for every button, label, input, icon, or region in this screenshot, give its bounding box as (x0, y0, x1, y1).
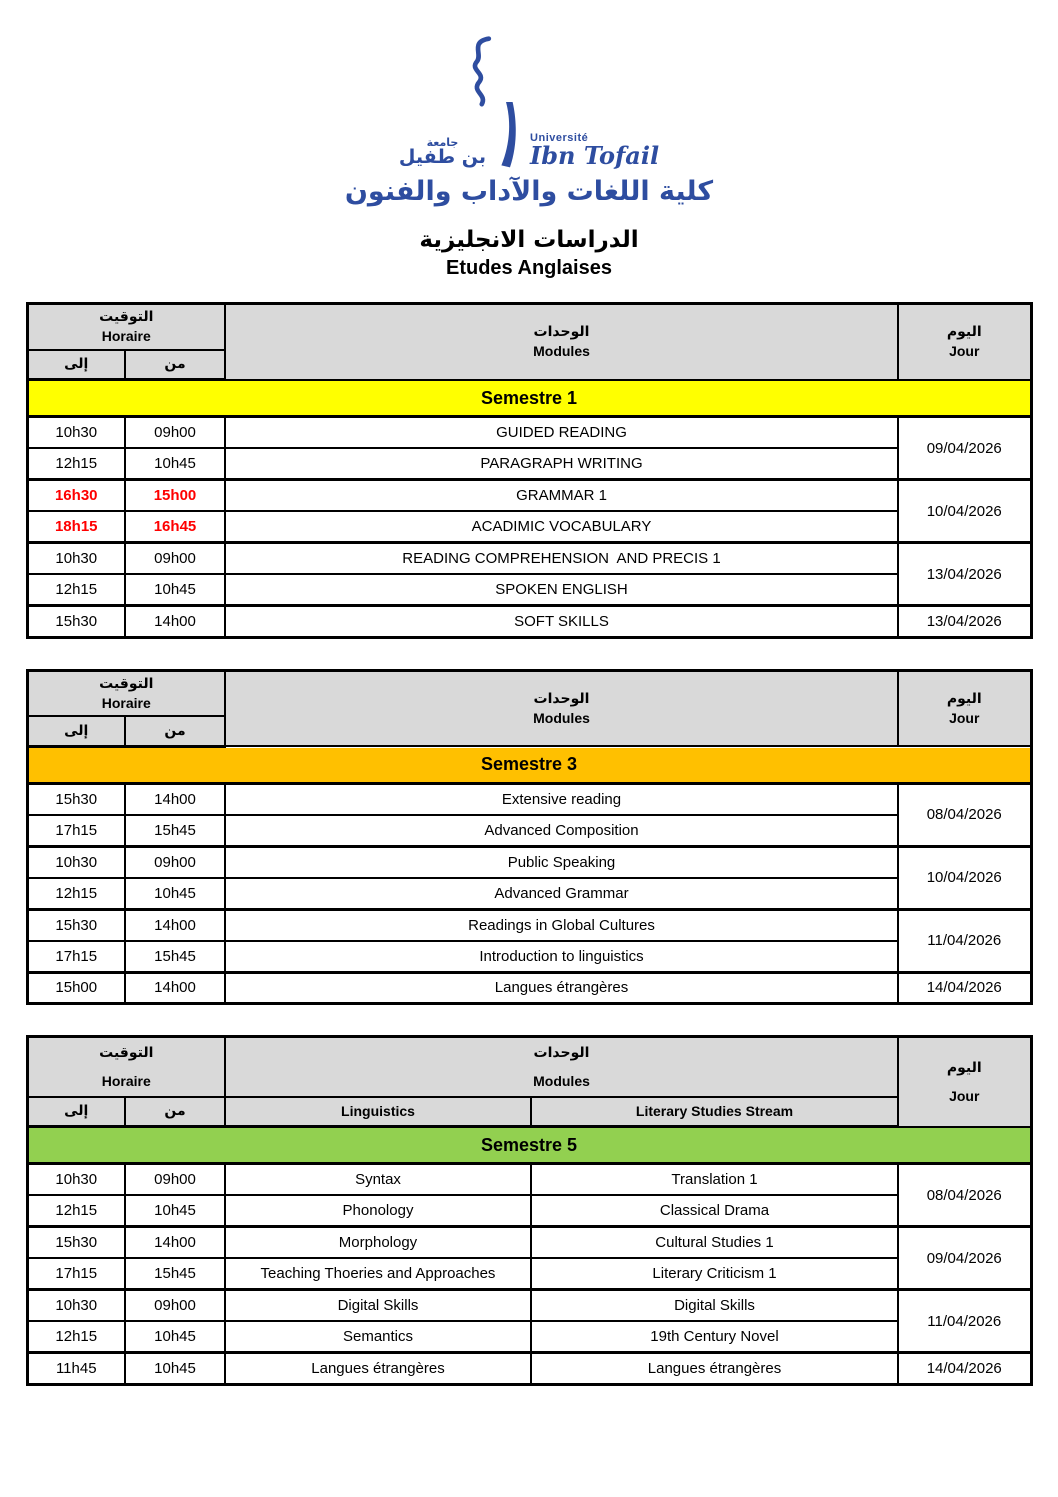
end-time-cell: 17h15 (27, 941, 125, 973)
end-time-cell: 10h30 (27, 1164, 125, 1196)
end-time-cell: 15h30 (27, 1227, 125, 1259)
semester-band-semestre-5 (27, 1127, 1031, 1164)
header-to: إلى (27, 1097, 125, 1127)
header-from: من (125, 350, 225, 380)
end-time-cell: 15h30 (27, 606, 125, 638)
schedule-row (27, 511, 1031, 543)
module-literary-cell: Translation 1 (531, 1164, 898, 1196)
module-linguistics-cell: Digital Skills (225, 1290, 531, 1322)
module-literary-cell: Literary Criticism 1 (531, 1258, 898, 1290)
module-cell: Readings in Global Cultures (225, 909, 898, 941)
header-line-arabic: الوحدات (533, 690, 590, 707)
schedule-row (27, 909, 1031, 941)
header-from: من (125, 1097, 225, 1127)
exam-date-cell: 11/04/2026 (898, 1290, 1031, 1353)
header-row-main (27, 1037, 1031, 1097)
schedule-row (27, 972, 1031, 1004)
start-time-cell: 10h45 (125, 1321, 225, 1353)
module-literary-cell: Cultural Studies 1 (531, 1227, 898, 1259)
schedule-row (27, 1321, 1031, 1353)
exam-date-cell: 08/04/2026 (898, 783, 1031, 846)
header-line-arabic: التوقيت (99, 1044, 154, 1061)
header-line-french: Modules (533, 1072, 590, 1089)
header-line-arabic: التوقيت (99, 675, 154, 692)
schedule-row (27, 543, 1031, 575)
module-literary-cell: Digital Skills (531, 1290, 898, 1322)
page-title-arabic: الدراسات الانجليزية (419, 227, 639, 253)
schedule-row (27, 448, 1031, 480)
header-from: من (125, 716, 225, 746)
end-time-cell: 11h45 (27, 1353, 125, 1385)
module-cell: Public Speaking (225, 846, 898, 878)
start-time-cell: 16h45 (125, 511, 225, 543)
header-time (27, 304, 225, 350)
header-to: إلى (27, 716, 125, 746)
semester-band-semestre-1 (27, 380, 1031, 417)
end-time-cell: 10h30 (27, 417, 125, 449)
table-semestre-3 (26, 669, 1033, 1006)
header-stream-linguistics: Linguistics (225, 1097, 531, 1127)
end-time-cell: 15h30 (27, 909, 125, 941)
header-line-arabic: اليوم (946, 324, 982, 341)
exam-date-cell: 13/04/2026 (898, 543, 1031, 606)
start-time-cell: 15h00 (125, 480, 225, 512)
module-literary-cell: Langues étrangères (531, 1353, 898, 1385)
module-cell: READING COMPREHENSION AND PRECIS 1 (225, 543, 898, 575)
module-linguistics-cell: Phonology (225, 1195, 531, 1227)
start-time-cell: 14h00 (125, 783, 225, 815)
exam-date-cell: 09/04/2026 (898, 417, 1031, 480)
semester-band-title: Semestre 3 (27, 746, 1031, 783)
end-time-cell: 10h30 (27, 846, 125, 878)
module-cell: PARAGRAPH WRITING (225, 448, 898, 480)
logo-calligraphy-swoosh-icon (451, 34, 511, 112)
start-time-cell: 10h45 (125, 878, 225, 910)
end-time-cell: 12h15 (27, 448, 125, 480)
header-day (898, 1037, 1031, 1127)
exam-date-cell: 14/04/2026 (898, 1353, 1031, 1385)
header-row-main (27, 670, 1031, 716)
module-cell: Extensive reading (225, 783, 898, 815)
header-day (898, 670, 1031, 746)
schedule-row (27, 815, 1031, 847)
header-line-french: Modules (533, 709, 590, 726)
schedule-row (27, 606, 1031, 638)
schedule-row (27, 846, 1031, 878)
module-cell: GUIDED READING (225, 417, 898, 449)
module-cell: Introduction to linguistics (225, 941, 898, 973)
start-time-cell: 15h45 (125, 941, 225, 973)
semester-band-semestre-3 (27, 746, 1031, 783)
module-literary-cell: Classical Drama (531, 1195, 898, 1227)
header-line-french: Modules (533, 343, 590, 360)
module-cell: Advanced Composition (225, 815, 898, 847)
module-linguistics-cell: Morphology (225, 1227, 531, 1259)
schedule-row (27, 417, 1031, 449)
start-time-cell: 09h00 (125, 1164, 225, 1196)
header-line-french: Horaire (101, 1072, 151, 1089)
end-time-cell: 16h30 (27, 480, 125, 512)
schedule-row (27, 1227, 1031, 1259)
schedule-row (27, 878, 1031, 910)
header-modules (225, 670, 898, 746)
module-cell: SOFT SKILLS (225, 606, 898, 638)
logo-alif-stroke-icon (496, 102, 520, 168)
end-time-cell: 10h30 (27, 543, 125, 575)
exam-date-cell: 11/04/2026 (898, 909, 1031, 972)
university-logo (289, 34, 769, 207)
end-time-cell: 15h00 (27, 972, 125, 1004)
start-time-cell: 14h00 (125, 909, 225, 941)
header-line-arabic: اليوم (946, 1059, 982, 1076)
start-time-cell: 09h00 (125, 1290, 225, 1322)
header-time (27, 1037, 225, 1097)
header-line-french: Horaire (101, 694, 151, 711)
module-cell: SPOKEN ENGLISH (225, 574, 898, 606)
header-line-arabic: الوحدات (533, 324, 590, 341)
exam-date-cell: 08/04/2026 (898, 1164, 1031, 1227)
logo-french-name (530, 133, 659, 168)
start-time-cell: 09h00 (125, 846, 225, 878)
end-time-cell: 17h15 (27, 1258, 125, 1290)
exam-date-cell: 09/04/2026 (898, 1227, 1031, 1290)
header-line-french: Jour (949, 343, 980, 360)
logo-arabic-name (399, 137, 486, 168)
exam-date-cell: 10/04/2026 (898, 846, 1031, 909)
module-cell: GRAMMAR 1 (225, 480, 898, 512)
module-linguistics-cell: Syntax (225, 1164, 531, 1196)
module-linguistics-cell: Langues étrangères (225, 1353, 531, 1385)
header-line-arabic: التوقيت (99, 309, 154, 326)
semester-band-title: Semestre 5 (27, 1127, 1031, 1164)
header-line-french: Horaire (101, 328, 151, 345)
header-row-main (27, 304, 1031, 350)
module-literary-cell: 19th Century Novel (531, 1321, 898, 1353)
start-time-cell: 14h00 (125, 1227, 225, 1259)
module-linguistics-cell: Semantics (225, 1321, 531, 1353)
schedule-row (27, 574, 1031, 606)
end-time-cell: 15h30 (27, 783, 125, 815)
schedule-row (27, 1290, 1031, 1322)
header-time (27, 670, 225, 716)
start-time-cell: 14h00 (125, 972, 225, 1004)
end-time-cell: 17h15 (27, 815, 125, 847)
start-time-cell: 10h45 (125, 574, 225, 606)
module-cell: Langues étrangères (225, 972, 898, 1004)
schedule-row (27, 1195, 1031, 1227)
start-time-cell: 15h45 (125, 1258, 225, 1290)
schedule-row (27, 1164, 1031, 1196)
header-modules (225, 1037, 898, 1097)
logo-wordmark (399, 102, 659, 168)
module-cell: Advanced Grammar (225, 878, 898, 910)
schedule-row (27, 1258, 1031, 1290)
schedule-tables (0, 302, 1058, 1386)
exam-date-cell: 10/04/2026 (898, 480, 1031, 543)
header-stream-literary: Literary Studies Stream (531, 1097, 898, 1127)
header-row-sub (27, 1097, 1031, 1127)
end-time-cell: 12h15 (27, 1195, 125, 1227)
schedule-row (27, 480, 1031, 512)
header-modules (225, 304, 898, 380)
start-time-cell: 10h45 (125, 1353, 225, 1385)
page-title-french: Etudes Anglaises (446, 257, 612, 279)
table-semestre-1 (26, 302, 1033, 639)
start-time-cell: 14h00 (125, 606, 225, 638)
end-time-cell: 10h30 (27, 1290, 125, 1322)
start-time-cell: 10h45 (125, 448, 225, 480)
end-time-cell: 12h15 (27, 878, 125, 910)
table-semestre-5 (26, 1035, 1033, 1386)
start-time-cell: 10h45 (125, 1195, 225, 1227)
exam-date-cell: 14/04/2026 (898, 972, 1031, 1004)
header-line-arabic: الوحدات (533, 1044, 590, 1061)
logo-french-name-text: Ibn Tofail (530, 141, 660, 170)
schedule-row (27, 941, 1031, 973)
schedule-row (27, 783, 1031, 815)
header-day (898, 304, 1031, 380)
masthead (0, 0, 1058, 280)
header-line-arabic: اليوم (946, 690, 982, 707)
faculty-name-arabic: كلية اللغات والآداب والفنون (344, 176, 714, 207)
header-to: إلى (27, 350, 125, 380)
schedule-row (27, 1353, 1031, 1385)
semester-band-title: Semestre 1 (27, 380, 1031, 417)
logo-arabic-label: جامعة (426, 135, 459, 149)
logo-arabic-name-text: بن طفيل (398, 146, 487, 169)
exam-date-cell: 13/04/2026 (898, 606, 1031, 638)
header-line-french: Jour (949, 709, 980, 726)
module-cell: ACADIMIC VOCABULARY (225, 511, 898, 543)
start-time-cell: 09h00 (125, 543, 225, 575)
end-time-cell: 18h15 (27, 511, 125, 543)
end-time-cell: 12h15 (27, 1321, 125, 1353)
start-time-cell: 15h45 (125, 815, 225, 847)
header-line-french: Jour (949, 1087, 980, 1104)
start-time-cell: 09h00 (125, 417, 225, 449)
logo-french-label: Université (530, 132, 589, 144)
module-linguistics-cell: Teaching Thoeries and Approaches (225, 1258, 531, 1290)
end-time-cell: 12h15 (27, 574, 125, 606)
